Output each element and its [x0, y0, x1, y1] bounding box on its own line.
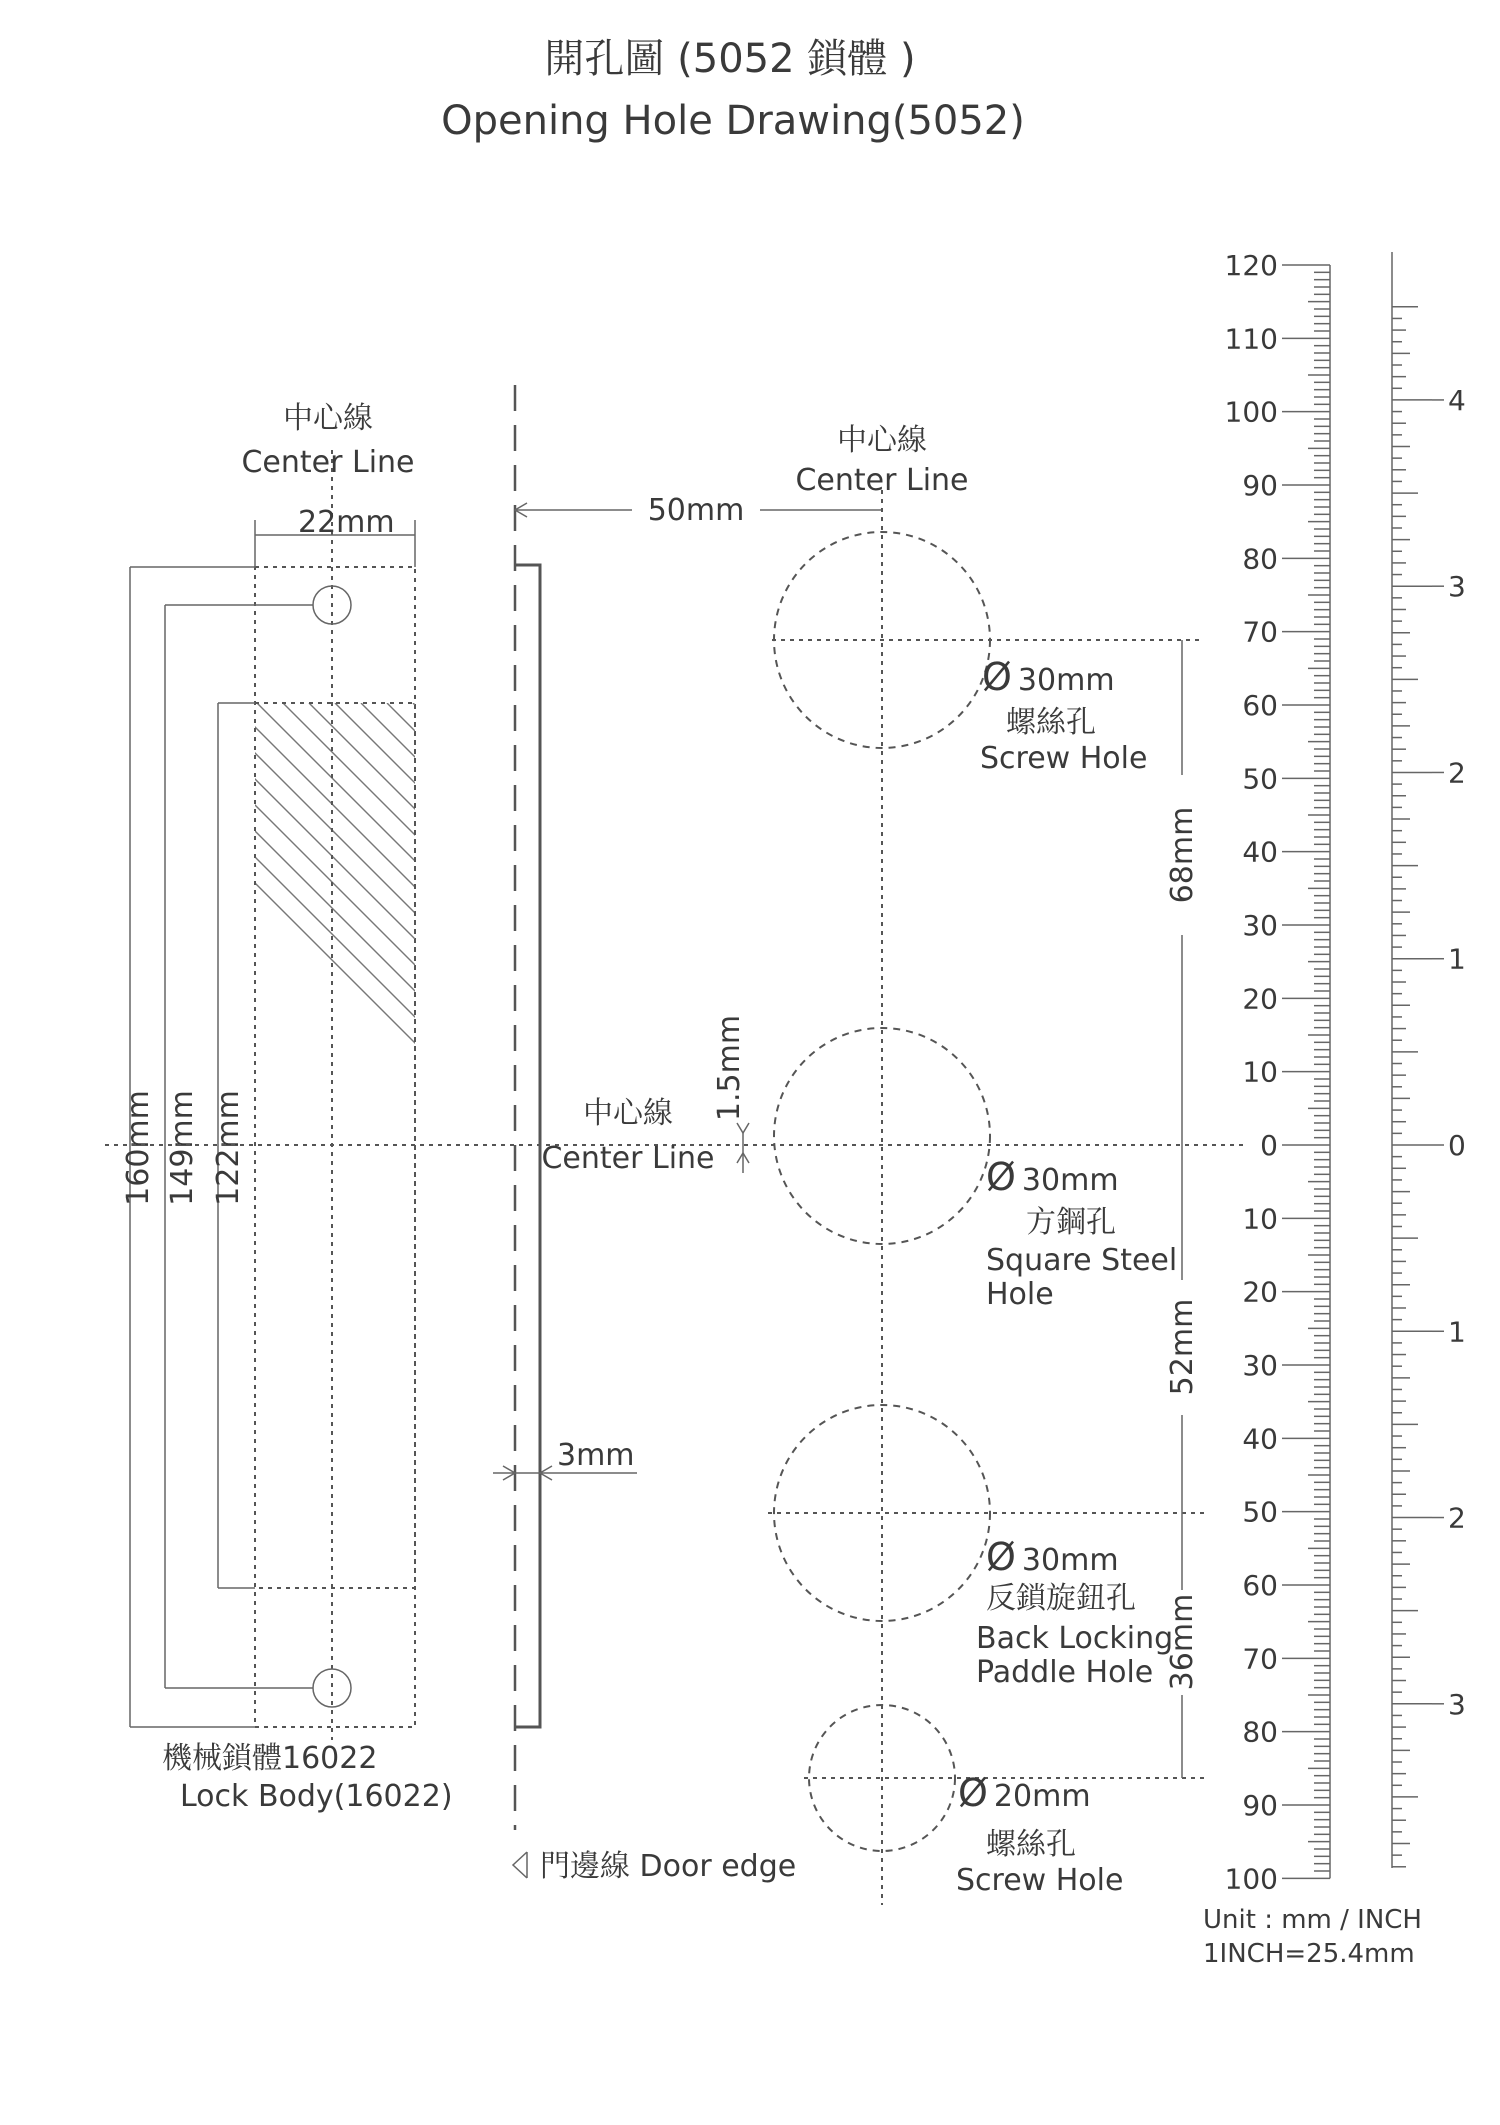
- spacing-dimensions: [1165, 640, 1200, 1778]
- unit-note-line2: 1INCH=25.4mm: [1203, 1939, 1415, 1969]
- ruler-mm-label: 60: [1242, 1569, 1278, 1602]
- ruler-mm-label: 60: [1242, 689, 1278, 722]
- square-steel-hole: [774, 1028, 1177, 1312]
- ruler-mm-zero: 0: [1260, 1129, 1278, 1162]
- ruler-inch-label: 3: [1448, 570, 1466, 604]
- middle-center-line-zh: 中心線: [583, 1096, 673, 1131]
- ruler-inch-label: 1: [1448, 942, 1466, 976]
- ruler-mm-label: 20: [1242, 982, 1278, 1016]
- hole-2-en-line2: Hole: [986, 1277, 1054, 1312]
- spacing-dim-36: 36mm: [1165, 1593, 1200, 1691]
- svg-text:Ø30mm: [986, 1535, 1119, 1579]
- ruler-mm-label: 70: [1242, 1642, 1278, 1676]
- ruler-mm-label: 110: [1224, 322, 1278, 356]
- hole-2-zh: 方鋼孔: [1026, 1205, 1116, 1240]
- spacing-dim-68: 68mm: [1165, 806, 1200, 904]
- svg-text:Ø20mm: [958, 1771, 1091, 1815]
- hole-2-diameter: 30mm: [1021, 1163, 1119, 1198]
- hole-3-zh: 反鎖旋鈕孔: [986, 1581, 1136, 1616]
- ruler-labels: [1225, 249, 1466, 1895]
- title-english: Opening Hole Drawing(5052): [441, 98, 1025, 144]
- hole-4-diameter: 20mm: [993, 1779, 1091, 1814]
- ruler-inch-label: 2: [1448, 756, 1466, 790]
- ruler-inch-zero: 0: [1448, 1129, 1466, 1162]
- height-dim-122: 122mm: [211, 1090, 246, 1206]
- ruler-mm-label: 20: [1242, 1275, 1278, 1309]
- hole-center-line-zh: 中心線: [837, 423, 927, 458]
- ruler-mm-label: 70: [1242, 615, 1278, 649]
- ruler-mm-label: 90: [1242, 469, 1278, 502]
- ruler-ticks: [1282, 252, 1444, 1878]
- ruler-mm-label: 40: [1242, 1422, 1278, 1456]
- backset-dimension: [515, 493, 882, 528]
- height-dim-160: 160mm: [121, 1090, 156, 1206]
- title-chinese: 開孔圖 (5052 鎖體 ): [544, 36, 916, 82]
- svg-text:Ø30mm: [982, 655, 1115, 699]
- lock-body-label-en: Lock Body(16022): [180, 1779, 453, 1814]
- screw-hole-top: [772, 532, 1200, 776]
- ruler-mm-label: 10: [1242, 1055, 1278, 1089]
- svg-text:Ø30mm: [986, 1155, 1119, 1199]
- height-dim-149: 149mm: [165, 1090, 200, 1206]
- diameter-icon: Ø: [982, 655, 1012, 699]
- hole-4-en: Screw Hole: [956, 1863, 1124, 1898]
- hole-3-diameter: 30mm: [1021, 1543, 1119, 1578]
- ruler: [1225, 249, 1466, 1895]
- ruler-inch-label: 1: [1448, 1315, 1466, 1349]
- hole-1-zh: 螺絲孔: [1006, 705, 1096, 740]
- ruler-mm-label: 50: [1242, 1495, 1278, 1529]
- hole-1-en: Screw Hole: [980, 741, 1148, 776]
- ruler-mm-label: 80: [1242, 542, 1278, 576]
- hole-center-line-en: Center Line: [795, 463, 969, 498]
- lock-body-outline: [255, 567, 415, 1727]
- hole-3-en-line1: Back Locking: [976, 1621, 1174, 1656]
- body-center-line-en: Center Line: [241, 445, 415, 480]
- ruler-mm-label: 50: [1242, 762, 1278, 796]
- faceplate-thickness-label: 3mm: [557, 1438, 635, 1473]
- ruler-mm-label: 100: [1224, 1862, 1278, 1896]
- ruler-mm-label: 30: [1242, 909, 1278, 942]
- diameter-icon: Ø: [958, 1771, 988, 1815]
- hatch-line: [1479, 703, 1500, 1588]
- lock-body-label-zh: 機械鎖體16022: [162, 1741, 378, 1776]
- unit-note-line1: Unit : mm / INCH: [1203, 1905, 1422, 1935]
- backset-dim-label: 50mm: [647, 493, 745, 528]
- hole-1-diameter: 30mm: [1017, 663, 1115, 698]
- door-edge-text: 門邊線 Door edge: [540, 1849, 797, 1884]
- offset-dimension: [712, 1015, 749, 1173]
- ruler-mm-label: 90: [1242, 1789, 1278, 1822]
- screw-hole-bottom: [804, 1705, 1205, 1898]
- lock-body: [75, 450, 1500, 1740]
- diameter-icon: Ø: [986, 1155, 1016, 1199]
- diameter-icon: Ø: [986, 1535, 1016, 1579]
- body-center-line-zh: 中心線: [283, 401, 373, 436]
- back-locking-paddle-hole: [768, 1405, 1207, 1690]
- ruler-mm-label: 100: [1224, 395, 1278, 429]
- door-edge-label: [513, 1849, 796, 1884]
- ruler-inch-label: 3: [1448, 1687, 1466, 1721]
- ruler-inch-label: 4: [1448, 383, 1466, 417]
- ruler-mm-label: 120: [1224, 249, 1278, 282]
- hole-2-en-line1: Square Steel: [986, 1243, 1178, 1278]
- ruler-inch-label: 2: [1448, 1501, 1466, 1535]
- ruler-mm-label: 80: [1242, 1715, 1278, 1749]
- width-dim-label: 22mm: [298, 505, 395, 540]
- height-dimensions: [121, 567, 313, 1727]
- hole-4-zh: 螺絲孔: [986, 1827, 1076, 1862]
- ruler-mm-label: 10: [1242, 1202, 1278, 1236]
- middle-center-line-en: Center Line: [541, 1141, 715, 1176]
- offset-dim-label: 1.5mm: [712, 1014, 747, 1122]
- ruler-mm-label: 40: [1242, 835, 1278, 869]
- hole-3-en-line2: Paddle Hole: [976, 1655, 1154, 1690]
- width-dimension: [255, 505, 415, 567]
- spacing-dim-52: 52mm: [1165, 1298, 1200, 1396]
- ruler-mm-label: 30: [1242, 1349, 1278, 1382]
- hatch-line: [725, 703, 1500, 1588]
